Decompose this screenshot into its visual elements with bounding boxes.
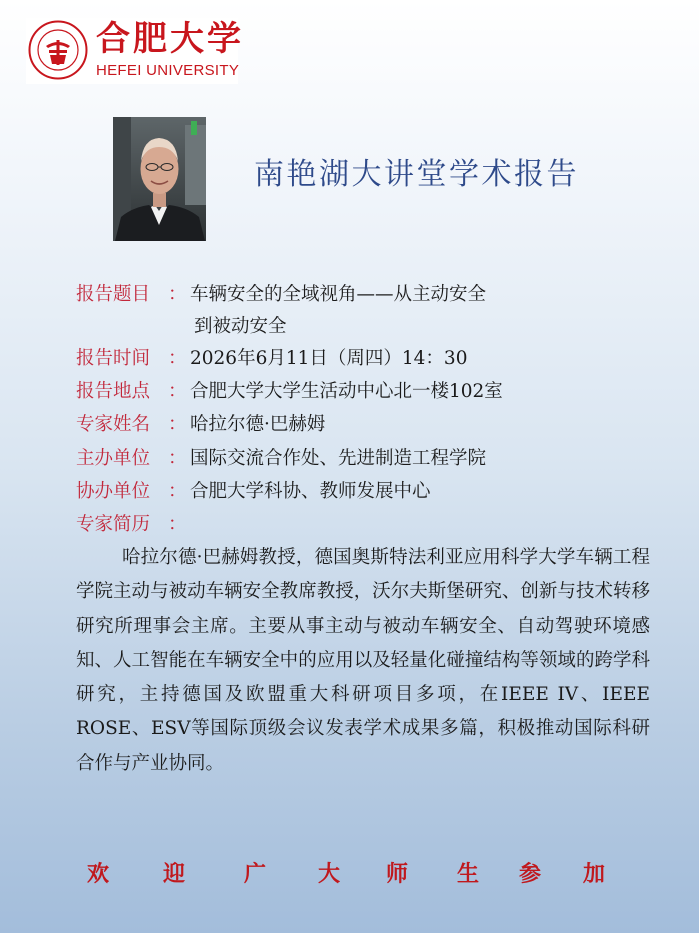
welcome-char: 师 [386, 861, 409, 887]
welcome-char: 加 [583, 861, 606, 887]
university-name-cn: 合肥大学 [96, 21, 244, 58]
speaker-bio: 哈拉尔德·巴赫姆教授，德国奥斯特法利亚应用科学大学车辆工程学院主动与被动车辆安全教席教授，沃尔夫斯堡研究、创新与技术转移研究所理事会主席。主要从事主动与被动车辆安全、自动驾驶环境感知、人工智能在车辆安全中的应用以及轻量化碰撞结构等领域的跨学科研究，主持德国及欧盟重大科研项目多项，在IEEE IV、IEEE ROSE、ESV等国际顶级会议发表学术成果多篇，积极推动国际科研合作与产业协同。 [76, 547, 650, 774]
event-title: 南艳湖大讲堂学术报告 [254, 157, 579, 192]
info-value: 2026年6月11日（周四）14：30 [190, 348, 468, 369]
topic-continuation: 到被动安全 [194, 316, 287, 337]
info-colon: ： [168, 414, 187, 435]
info-value: 合肥大学科协、教师发展中心 [190, 481, 431, 502]
info-label: 协办单位 [76, 481, 151, 502]
university-logo [26, 18, 244, 84]
welcome-char: 参 [519, 861, 542, 887]
welcome-char: 广 [244, 861, 267, 887]
info-colon: ： [168, 514, 187, 535]
info-value: 国际交流合作处、先进制造工程学院 [190, 448, 487, 469]
info-value: 车辆安全的全域视角——从主动安全 [190, 284, 487, 305]
info-row-co-host [76, 480, 431, 504]
info-row-location [76, 380, 503, 404]
info-row-time [76, 347, 467, 371]
info-label: 主办单位 [76, 448, 151, 469]
info-label: 报告题目 [76, 284, 151, 305]
info-colon: ： [168, 348, 187, 369]
info-value: 合肥大学大学生活动中心北一楼102室 [190, 381, 503, 402]
university-seal-icon [28, 20, 88, 80]
welcome-char: 生 [457, 861, 480, 887]
info-row-topic [76, 283, 486, 307]
info-row-host [76, 447, 486, 471]
welcome-char: 欢 [87, 861, 110, 887]
info-colon: ： [168, 448, 187, 469]
info-colon: ： [168, 381, 187, 402]
info-colon: ： [168, 284, 187, 305]
university-name-en: HEFEI UNIVERSITY [96, 62, 240, 79]
info-colon: ： [168, 481, 187, 502]
welcome-char: 迎 [163, 861, 186, 887]
info-label: 专家简历 [76, 514, 151, 535]
info-label: 专家姓名 [76, 414, 151, 435]
info-label: 报告地点 [76, 381, 151, 402]
info-label: 报告时间 [76, 348, 151, 369]
info-row-bio-heading [76, 513, 190, 537]
speaker-photo [113, 117, 206, 241]
info-row-speaker [76, 413, 325, 437]
welcome-char: 大 [318, 861, 341, 887]
info-value: 哈拉尔德·巴赫姆 [190, 414, 326, 435]
